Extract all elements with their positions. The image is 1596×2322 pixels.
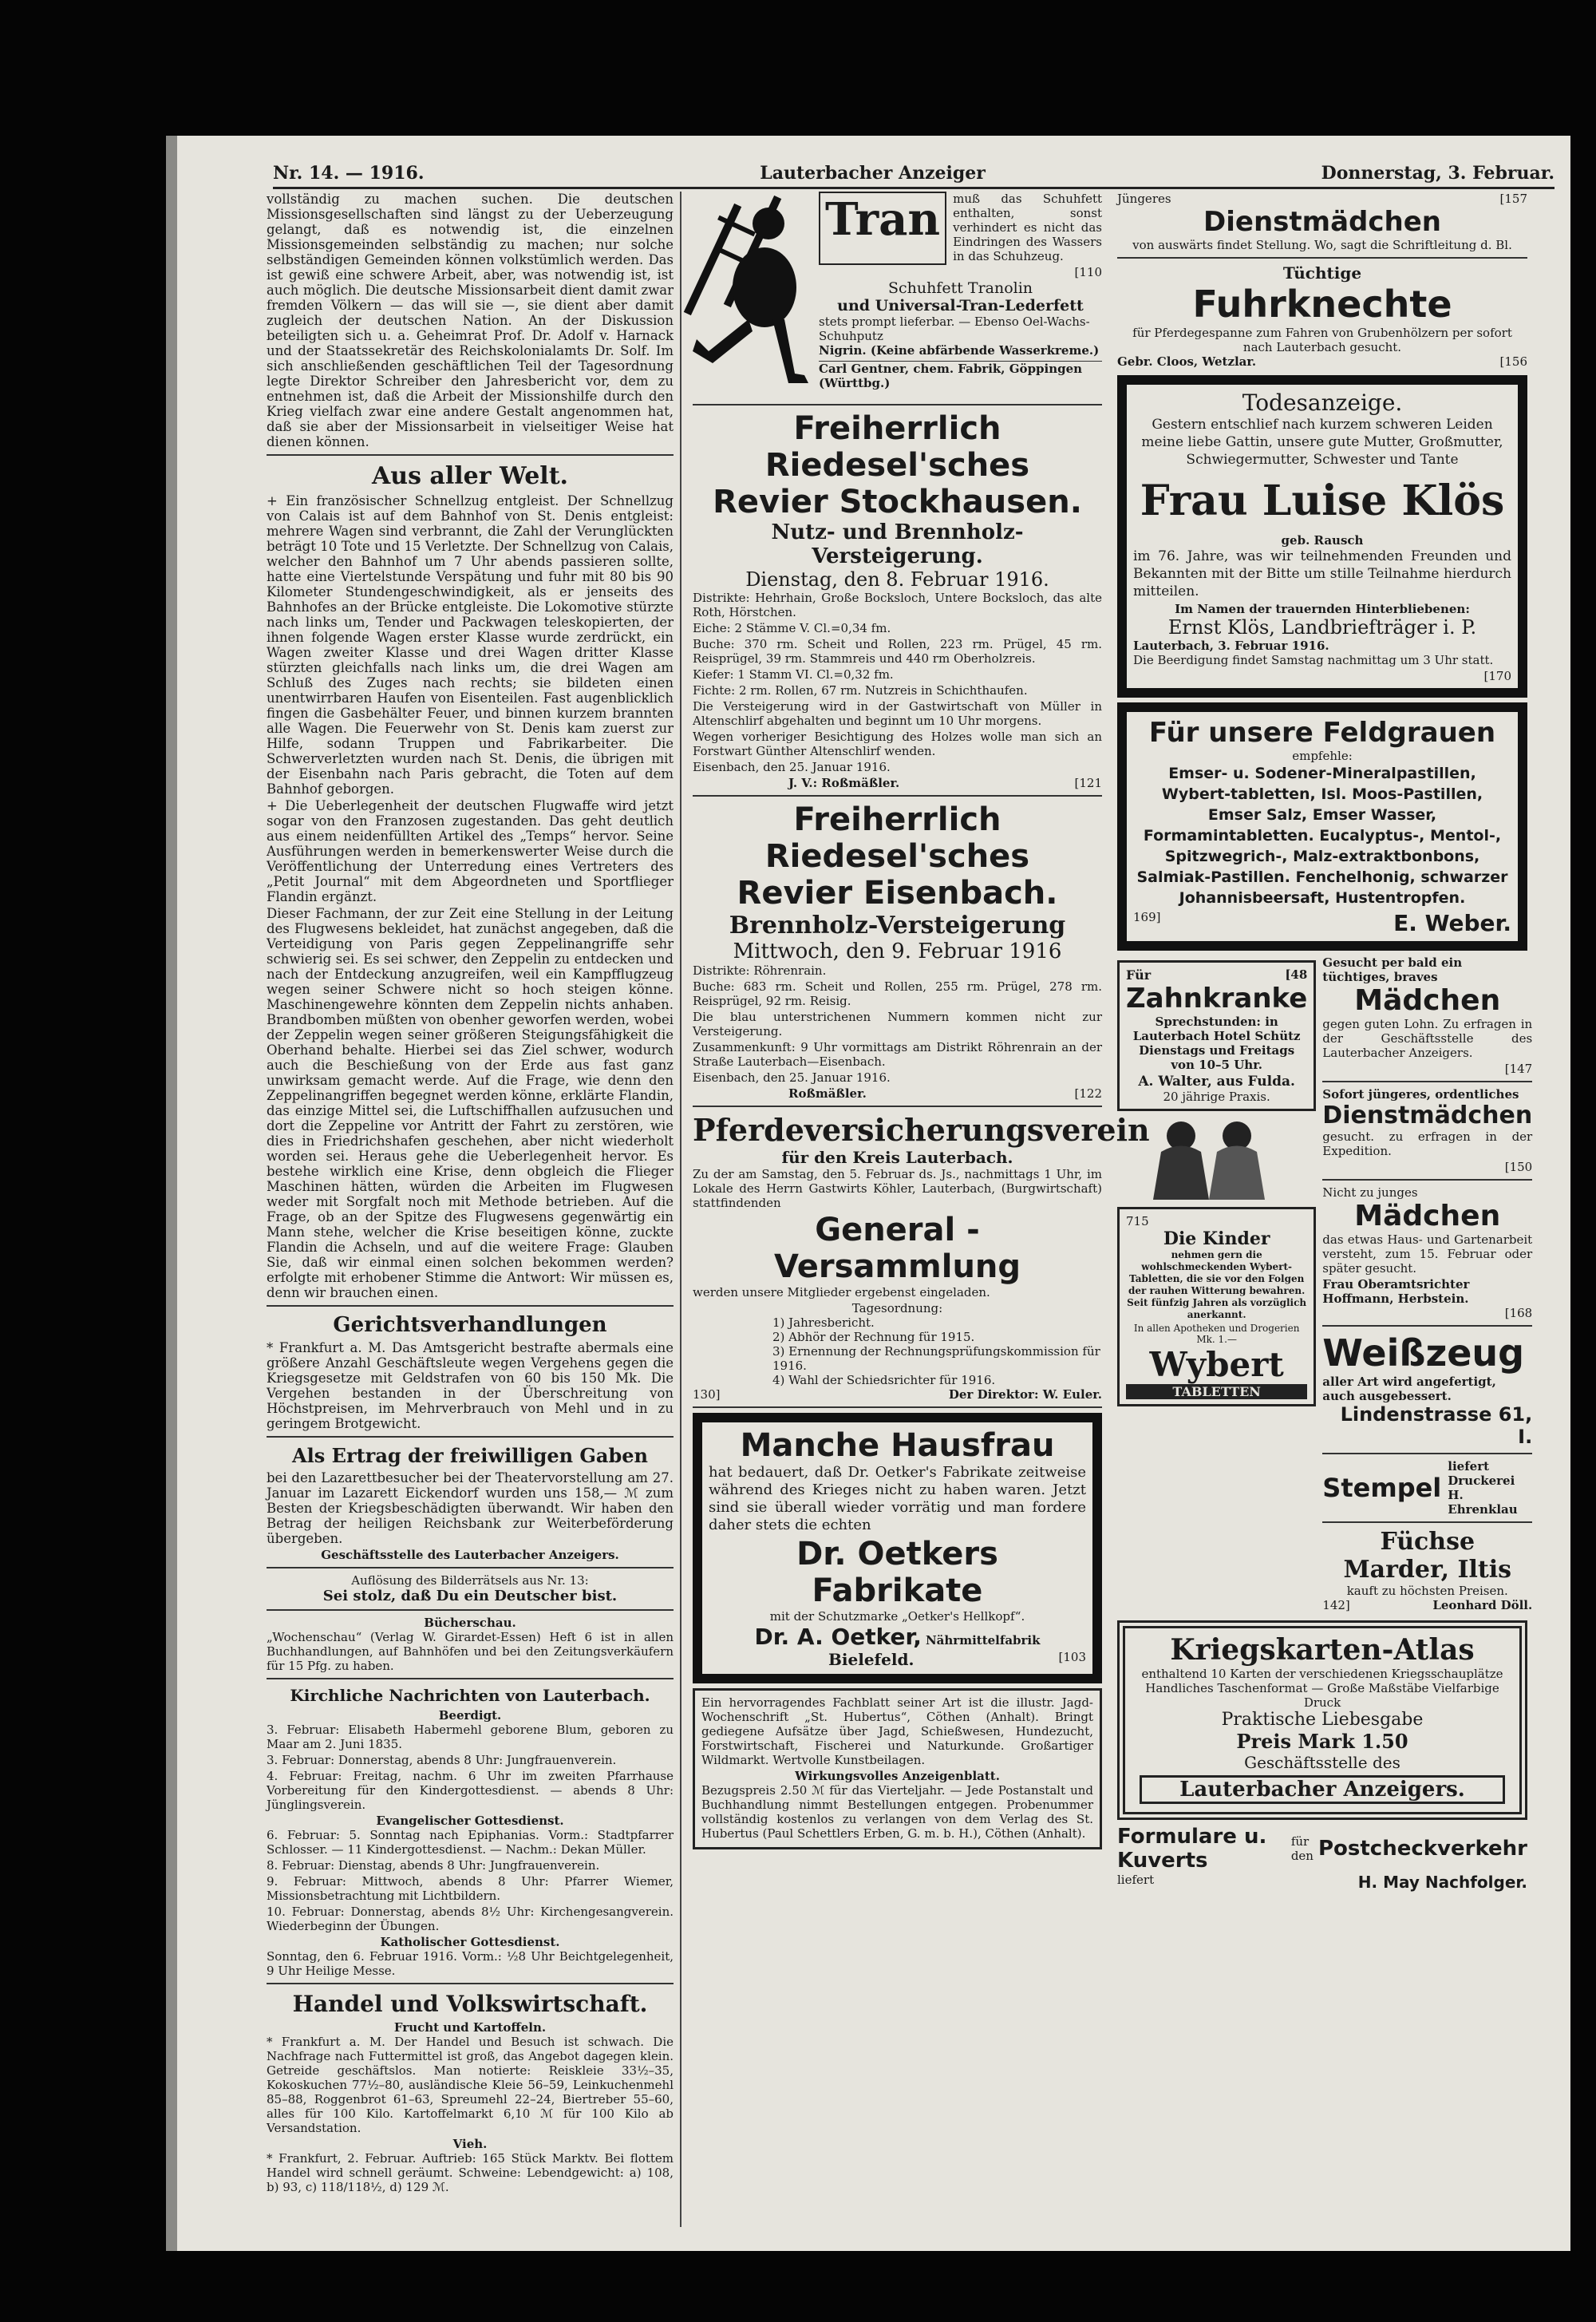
ad-number: [170 xyxy=(1483,669,1511,683)
handel-sub-frucht: Frucht und Kartoffeln. xyxy=(393,2020,547,2035)
issue-number: Nr. 14. — 1916. xyxy=(273,163,425,184)
divider xyxy=(1322,1453,1532,1454)
pferd-item: 4) Wahl der Schiedsrichter für 1916. xyxy=(772,1373,996,1387)
tod-geb: geb. Rausch xyxy=(1281,533,1364,548)
eisenbach-line: Distrikte: Röhrenrain. xyxy=(693,963,827,978)
ad-hubertus xyxy=(693,1688,1102,1849)
eisenbach-title1: Freiherrlich Riedesel'sches xyxy=(764,801,1030,875)
pferd-sub: für den Kreis Lauterbach. xyxy=(781,1148,1013,1167)
ad-stockhausen xyxy=(693,410,1102,790)
ad-oetker xyxy=(693,1413,1102,1683)
kirche-entry: 10. Februar: Donnerstag, abends 8½ Uhr: Kirchengesangverein. Wiederbeginn der Übungen. xyxy=(267,1905,674,1933)
hubertus-sub: Wirkungsvolles Anzeigenblatt. xyxy=(795,1769,1000,1783)
tod-signature: Ernst Klös, Landbriefträger i. P. xyxy=(1167,616,1477,639)
handel-sub-vieh: Vieh. xyxy=(452,2137,488,2151)
stempel-text: liefert Druckerei H. Ehrenklau xyxy=(1448,1459,1518,1517)
divider xyxy=(267,1567,674,1568)
fo-liefert: liefert xyxy=(1117,1873,1155,1887)
kirche-sub-evangelisch: Evangelischer Gottesdienst. xyxy=(376,1814,564,1828)
kirche-entry: 9. Februar: Mittwoch, abends 8 Uhr: Pfarrer Wiemer, Missionsbetrachtung mit Lichtbildern. xyxy=(267,1874,674,1903)
hubertus-text: Ein hervorragendes Fachblatt seiner Art ist die illustr. Jagd- Wochenschrift „St. Hubertus“, Cöthen (Anhalt). Bringt gediegene Aufsätze über Jagd, Schießwesen, Hundezucht, Forstwirtschaft, Fischerei und Naturkunde. Großartiger Wildmarkt. Wertvolle Kunstbeilagen. xyxy=(701,1695,1093,1767)
oetker-text2: mit der Schutzmarke „Oetker's Hellkopf“. xyxy=(769,1609,1025,1624)
feld-empfehle: empfehle: xyxy=(1292,749,1353,763)
oetker-title: Manche Hausfrau xyxy=(740,1427,1055,1464)
m1-text: gegen guten Lohn. Zu erfragen in der Geschäftsstelle des Lauterbacher Anzeigers. xyxy=(1322,1017,1533,1060)
oetker-big: Dr. Oetkers Fabrikate xyxy=(796,1536,998,1609)
pferd-signature: Der Direktor: W. Euler. xyxy=(948,1387,1102,1402)
divider xyxy=(1322,1325,1532,1327)
notice-title-ertrag: Als Ertrag der freiwilligen Gaben xyxy=(292,1444,648,1467)
column-right xyxy=(1112,192,1533,2227)
m1-title: Mädchen xyxy=(1354,984,1501,1017)
m2-top: Nicht zu junges xyxy=(1322,1185,1418,1200)
fk-top: Tüchtige xyxy=(1282,263,1362,283)
stockhausen-sub: Nutz- und Brennholz-Versteigerung. xyxy=(771,520,1024,568)
section-title-handel: Handel und Volkswirtschaft. xyxy=(292,1991,648,2017)
pferd-text: Zu der am Samstag, den 5. Februar ds. Js., nachmittags 1 Uhr, im Lokale des Herrn Gastwirts Köhler, Lauterbach, (Burgwirtschaft) stattfindenden xyxy=(693,1167,1102,1210)
wybert-apotheke: In allen Apotheken und Drogerien Mk. 1.— xyxy=(1133,1323,1300,1345)
ad-kriegskarten xyxy=(1117,1620,1527,1820)
divider xyxy=(267,1436,674,1438)
section-title-buecher: Bücherschau. xyxy=(424,1616,516,1630)
oetker-firm: Dr. A. Oetker, xyxy=(754,1624,922,1650)
ad-fuhrknechte xyxy=(1117,263,1527,369)
ws-address: Lindenstrasse 61, I. xyxy=(1340,1403,1533,1448)
kirche-entry: 3. Februar: Elisabeth Habermehl geborene Blum, geboren zu Maar am 2. Juni 1835. xyxy=(267,1723,674,1751)
notice-ertrag-signature: Geschäftsstelle des Lauterbacher Anzeigers. xyxy=(321,1548,619,1562)
eisenbach-line: Zusammenkunft: 9 Uhr vormittags am Distrikt Röhrenrain an der Straße Lauterbach—Eisenbach. xyxy=(693,1040,1102,1069)
kk-price: Preis Mark 1.50 xyxy=(1236,1730,1408,1753)
article-handel: * Frankfurt a. M. Der Handel und Besuch ist schwach. Die Nachfrage nach Futtermittel ist groß, das Angebot dagegen klein. Getreide geschäftslos. Man notierte: Reiskleie 33½–35, Kokoskuchen 77½–80, ausländische Kleie 56–59, Leinkuchenmehl 85–88, Roggenbrot 61–63, Spreumehl 22–24, Biertreber 55–60, alles für 100 Kilo. Kartoffelmarkt 6,10 ℳ für 100 Kilo ab Versandstation. xyxy=(267,2035,674,2135)
ad-number: [103 xyxy=(1058,1650,1086,1664)
kirche-entry: Sonntag, den 6. Februar 1916. Vorm.: ½8 Uhr Beichtgelegenheit, 9 Uhr Heilige Messe. xyxy=(267,1949,674,1978)
ad-wybert xyxy=(1117,1116,1316,1406)
m2-firm: Frau Oberamtsrichter Hoffmann, Herbstein. xyxy=(1322,1277,1470,1306)
eisenbach-sub: Brennholz-Versteigerung xyxy=(729,912,1066,939)
stockhausen-line: Eisenbach, den 25. Januar 1916. xyxy=(693,760,891,774)
kk-geschaeftsstelle: Geschäftsstelle des xyxy=(1244,1753,1400,1772)
ad-number: [150 xyxy=(1504,1160,1533,1174)
kk-title: Kriegskarten-Atlas xyxy=(1170,1633,1475,1667)
zk-fuer: Für xyxy=(1126,967,1152,983)
kirche-entry: 8. Februar: Dienstag, abends 8 Uhr: Jungfrauenverein. xyxy=(267,1858,600,1873)
fuechse-title: Füchse xyxy=(1380,1528,1476,1556)
ad-zahnkranke xyxy=(1117,960,1316,1111)
ad-fuechse xyxy=(1322,1528,1532,1612)
divider xyxy=(1117,257,1527,259)
ad-number: [157 xyxy=(1499,192,1527,206)
ad-maedchen-1 xyxy=(1322,955,1532,1076)
stockhausen-line: Eiche: 2 Stämme V. Cl.=0,34 fm. xyxy=(693,621,891,635)
article-vieh: * Frankfurt, 2. Februar. Auftrieb: 165 Stück Marktv. Bei flottem Handel wird schnell geräumt. Schweine: Lebendgewicht: a) 108, b) 93, c) 118/118½, d) 129 ℳ. xyxy=(267,2151,674,2194)
pferd-title: Pferdeversicherungsverein xyxy=(693,1112,1150,1148)
stockhausen-line: Fichte: 2 rm. Rollen, 67 rm. Nutzreis in Schichthaufen. xyxy=(693,683,1028,698)
tran-line3: stets prompt lieferbar. — Ebenso Oel-Wachs-Schuhputz xyxy=(819,314,1090,343)
tran-line4: Nigrin. (Keine abfärbende Wasserkreme.) xyxy=(819,343,1100,358)
ad-number: [156 xyxy=(1499,354,1527,369)
stockhausen-line: Buche: 370 rm. Scheit und Rollen, 223 rm. Prügel, 45 rm. Reisprügel, 39 rm. Stammreis und 440 rm Oberholzreis. xyxy=(693,637,1102,666)
article-gericht: * Frankfurt a. M. Das Amtsgericht bestrafte abermals eine größere Anzahl Geschäftsleute wegen Vergehens gegen die Kriegsgesetze mit Geldstrafen von 60 bis 150 Mk. Die Vergehen bestanden in der Überschreitung von Höchstpreisen, im Mehrverbrauch von Mehl und in zu geringem Brotgewicht. xyxy=(267,1340,674,1431)
ad-number: [48 xyxy=(1285,967,1308,982)
ad-tran xyxy=(693,192,1102,399)
mission-article-end: vollständig zu machen suchen. Die deutschen Missionsgesellschaften sind längst zu der Ueberzeugung gelangt, daß es notwendig ist, die einzelnen Missionsgemeinden selbständig zu machen; nur solche selbständigen Gemeinden können volkstümlich werden. Das ist gewiß eine schwere Arbeit, aber, was notwendig ist, ist auch möglich. Die deutsche Missionsarbeit dient damit zwar fremden Völkern — das will sie —, sie dient aber damit zugleich der deutschen Nation. An der Diskussion beteiligten sich u. a. Geheimrat Prof. Dr. Adolf v. Harnack und der Staatssekretär des Reichskolonialamts Dr. Solf. Im sich anschließenden geschäftlichen Teil der Tagesordnung legte Direktor Schreiber den Jahresbericht vor, dem zu entnehmen ist, daß die Arbeit der Missionshilfe durch den Krieg vielfach zwar eine andere Gestalt angenommen hat, daß sie aber der Missionsarbeit in vielseitiger Weise hat dienen können. xyxy=(267,192,674,449)
ad-dienstmaedchen-2 xyxy=(1322,1087,1532,1174)
tran-text: muß das Schuhfett enthalten, sonst verhindert es nicht das Eindringen des Wassers in das Schuhzeug. xyxy=(953,192,1102,263)
wybert-text: nehmen gern die wohlschmeckenden Wybert-Tabletten, die sie vor den Folgen der rauhen Witterung bewahren. Seit fünfzig Jahren als vorzüglich anerkannt. xyxy=(1127,1249,1307,1320)
stockhausen-title1: Freiherrlich Riedesel'sches xyxy=(764,410,1030,484)
kk-firm: Lauterbacher Anzeigers. xyxy=(1140,1775,1505,1804)
pferd-item: 2) Abhör der Rechnung für 1915. xyxy=(772,1330,975,1344)
ad-number: [168 xyxy=(1504,1306,1533,1320)
eisenbach-date: Mittwoch, den 9. Februar 1916 xyxy=(733,939,1062,963)
zk-name: A. Walter, aus Fulda. xyxy=(1138,1074,1295,1090)
kirche-sub-katholisch: Katholischer Gottesdienst. xyxy=(380,1935,560,1949)
right-lower-right xyxy=(1322,955,1532,1612)
divider xyxy=(1322,1521,1532,1523)
ad-dienstmaedchen-1 xyxy=(1117,192,1527,252)
divider xyxy=(693,1406,1102,1408)
column-left xyxy=(267,192,681,2227)
tran-line2: und Universal-Tran-Lederfett xyxy=(837,297,1084,314)
tod-place: Lauterbach, 3. Februar 1916. xyxy=(1133,639,1329,653)
tod-name: Frau Luise Klös xyxy=(1140,477,1505,525)
divider xyxy=(267,1983,674,1984)
eisenbach-signature: Roßmäßler. xyxy=(788,1086,867,1101)
ad-weisszeug xyxy=(1322,1331,1532,1448)
ad-formulare xyxy=(1117,1825,1527,1873)
ad-number: 130] xyxy=(693,1387,721,1402)
stockhausen-line: Die Versteigerung wird in der Gastwirtschaft von Müller in Altenschlirf abgehalten und beginnt um 10 Uhr morgens. xyxy=(693,699,1102,728)
divider xyxy=(693,795,1102,797)
feld-title: Für unsere Feldgrauen xyxy=(1148,717,1496,749)
ad-todesanzeige xyxy=(1117,375,1527,698)
fo-title2: Postcheckverkehr xyxy=(1317,1837,1527,1861)
article-schnellzug: + Ein französischer Schnellzug entgleist. Der Schnellzug von Calais ist auf dem Bahnhof von St. Denis entgleist: mehrere Wagen sind verbrannt, die Zahl der Verunglückten beträgt 10 Tote und 15 Verletzte. Der Schnellzug von Calais, welcher den Bahnhof um 7 Uhr abends passieren sollte, hatte eine Viertelstunde Verspätung und fuhr mit 80 bis 90 Kilometer Stundengeschwindigkeit, als er jenseits des Bahnhofes an der Brücke entgleiste. Die Lokomotive stürzte nach links um, Tender und Packwagen teleskopierten, der ihnen folgende Wagen erster Klasse wurde zerdrückt, ein Wagen zweiter Klasse und drei Wagen dritter Klasse stürzten gleichfalls nach links um, die drei Wagen am Schluß des Zuges nach rechts; sie bildeten einen unentwirrbaren Haufen von Eisenteilen. Fast augenblicklich fingen die Gasbehälter Feuer, und binnen kurzem brannten alle Wagen. Die Feuerwehr von St. Denis kam zuerst zur Hilfe, sodann Truppen und Fabrikarbeiter. Die Schwerverletzten wurden nach St. Denis, die übrigen mit der Eisenbahn nach Paris gebracht, die Toten auf dem Bahnhof geborgen. xyxy=(267,493,674,797)
feld-items: Emser- u. Sodener-Mineralpastillen, Wybert-tabletten, Isl. Moos-Pastillen, Emser Salz, Emser Wasser, Formamintabletten. Eucalyptus-, Mentol-, Spitzwegrich-, Malz-extraktbonbons, Salmiak-Pastillen. Fenchelhonig, schwarzer Johannisbeersaft, Hustentropfen. xyxy=(1136,765,1508,907)
ad-eisenbach xyxy=(693,801,1102,1101)
zk-praxis: 20 jährige Praxis. xyxy=(1163,1090,1270,1104)
tod-text: Gestern entschlief nach kurzem schweren Leiden meine liebe Gattin, unsere gute Mutter, Großmutter, Schwiegermutter, Schwester und Tante xyxy=(1141,417,1503,468)
stempel-title: Stempel xyxy=(1322,1473,1442,1503)
ad-maedchen-2 xyxy=(1322,1185,1532,1320)
m1-top: Gesucht per bald ein tüchtiges, braves xyxy=(1322,955,1463,984)
issue-date: Donnerstag, 3. Februar. xyxy=(1321,163,1555,184)
oetker-text: hat bedauert, daß Dr. Oetker's Fabrikate zeitweise während des Krieges nicht zu haben waren. Jetzt sind sie überall wieder vorrätig und man fordere daher stets die echten xyxy=(709,1464,1086,1533)
wybert-logo: Wybert xyxy=(1149,1345,1284,1384)
stockhausen-line: Wegen vorheriger Besichtigung des Holzes wolle man sich an Forstwart Günther Altenschlirf wenden. xyxy=(693,730,1102,758)
dm2-top: Sofort jüngeres, ordentliches xyxy=(1322,1087,1519,1102)
kirche-sub-beerdigt: Beerdigt. xyxy=(438,1708,502,1723)
eisenbach-line: Eisenbach, den 25. Januar 1916. xyxy=(693,1070,891,1085)
article-buecher: „Wochenschau“ (Verlag W. Girardet-Essen) Heft 6 ist in allen Buchhandlungen, auf Bahnhöfen und bei den Zeitungsverkäufern für 15 Pfg. zu haben. xyxy=(267,1630,674,1673)
ad-number: 142] xyxy=(1322,1598,1350,1612)
stockhausen-line: Distrikte: Hehrhain, Große Bocksloch, Untere Bocksloch, das alte Roth, Hörstchen. xyxy=(693,591,1102,619)
tod-text2: im 76. Jahre, was wir teilnehmenden Freunden und Bekannten mit der Bitte um stille Teilnahme hierdurch mitteilen. xyxy=(1133,548,1511,599)
divider xyxy=(693,404,1102,405)
zk-title: Zahnkranke xyxy=(1126,983,1308,1015)
ad-number: [122 xyxy=(1074,1086,1102,1101)
ad-number: [110 xyxy=(1074,265,1102,279)
pferd-tagesordnung: Tagesordnung: xyxy=(851,1301,943,1315)
m2-text: das etwas Haus- und Gartenarbeit versteht, zum 15. Februar oder später gesucht. xyxy=(1322,1232,1533,1276)
tran-line1: Schuhfett Tranolin xyxy=(887,279,1033,297)
dm1-text: von auswärts findet Stellung. Wo, sagt die Schriftleitung d. Bl. xyxy=(1132,238,1512,252)
eisenbach-line: Die blau unterstrichenen Nummern kommen nicht zur Versteigerung. xyxy=(693,1010,1102,1038)
article-flugwaffe-cont: Dieser Fachmann, der zur Zeit eine Stellung in der Leitung des Flugwesens bekleidet, hat zunächst angegeben, daß die Verteidigung von Paris gegen Zeppelinangriffe sehr schwierig sei. Es sei schwer, den Zeppelin zu entdecken und nach der Entdeckung anzugreifen, weil ein Kampfflugzeug wegen seiner Schwere nicht so hoch steigen könne. Maschinengewehre könnten dem Zeppelin nichts anhaben. Brandbomben müßten von obenher geworfen werden, wobei der Zeppelin wegen seiner größeren Steigungsfähigkeit die Oberhand behalte. Hierbei sei das Ziel schwer, wodurch auch die Beschießung von der Erde aus fast ganz unwirksam gemacht werde. Auf die Frage, wie denn den Zeppelinangriffen begegnet werden könne, erklärte Flandin, das einzige Mittel sei, die Luftschiffhallen aufzusuchen und dort die Zeppeline vor Antritt der Fahrt zu zerstören, wie dies in Friedrichshafen geschehen, aber nicht wiederholt worden sei. Heraus gehe die Ueberlegenheit hervor. Es bestehe wirklich eine Krise, denn obgleich die Flieger Maschinen hätten, würden die Arbeiten im Flugwesen weder mit Sorgfalt noch mit Methode betrieben. Auf die Frage, ob an der Spitze des Flugwesens gegenwärtig ein Mann stehe, welcher die Krise beseitigen könne, zuckte Flandin die Achseln, und auf die weitere Frage: Glauben Sie, daß wir einmal einen solchen bekommen werden? erfolgte mit erhobener Stimme die Antwort: Wir müssen es, denn wir brauchen einen. xyxy=(267,906,674,1300)
pferd-big: General - Versammlung xyxy=(773,1212,1021,1285)
kirche-entry: 3. Februar: Donnerstag, abends 8 Uhr: Jungfrauenverein. xyxy=(267,1753,617,1767)
dm1-top: Jüngeres xyxy=(1117,192,1171,206)
pferd-item: 1) Jahresbericht. xyxy=(772,1315,875,1330)
section-title-gericht: Gerichtsverhandlungen xyxy=(333,1313,607,1337)
right-lower-left xyxy=(1117,955,1316,1612)
divider xyxy=(267,1678,674,1679)
ws-title: Weißzeug xyxy=(1322,1331,1525,1375)
newspaper-page xyxy=(166,136,1570,2251)
notice-ertrag: bei den Lazarettbesucher bei der Theatervorstellung am 27. Januar im Lazarett Eickendorf wurden uns 158,— ℳ zum Besten der Kriegsbeschädigten überwandt. Wir haben den Betrag der heiligen Reichsbank zur Weiterbeförderung übergeben. xyxy=(267,1470,674,1546)
kirche-entry: 6. Februar: 5. Sonntag nach Epiphanias. Vorm.: Stadtpfarrer Schlosser. — 11 Kindergottesdienst. — Nachm.: Dekan Müller. xyxy=(267,1828,674,1857)
article-flugwaffe: + Die Ueberlegenheit der deutschen Flugwaffe wird jetzt sogar von den Franzosen zugestanden. Das geht deutlich aus einem neidenfüllten Artikel des „Temps“ hervor. Seine Ausführungen werden in bemerkenswerter Weise durch die Veröffentlichung der Unterredung eines Vertreters des „Petit Journal“ mit dem Abgeordneten und Sportflieger Flandin ergänzt. xyxy=(267,798,674,904)
section-title-kirche: Kirchliche Nachrichten von Lauterbach. xyxy=(290,1686,650,1705)
wybert-tabletten: TABLETTEN xyxy=(1126,1384,1307,1399)
kk-gift: Praktische Liebesgabe xyxy=(1221,1710,1424,1730)
wybert-kinder: Die Kinder xyxy=(1163,1228,1270,1249)
children-illustration-icon xyxy=(1117,1116,1309,1204)
eisenbach-title2: Revier Eisenbach. xyxy=(737,875,1058,912)
kk-text2: Handliches Taschenformat — Große Maßstäbe Vielfarbige Druck xyxy=(1145,1681,1499,1710)
page-header xyxy=(273,160,1555,189)
pferd-text2: werden unsere Mitglieder ergebenst eingeladen. xyxy=(693,1285,990,1299)
divider xyxy=(1322,1081,1532,1082)
tod-text3: Die Beerdigung findet Samstag nachmittag um 3 Uhr statt. xyxy=(1133,653,1494,667)
fk-title: Fuhrknechte xyxy=(1192,283,1452,326)
pferd-item: 3) Ernennung der Rechnungsprüfungskommission für 1916. xyxy=(772,1344,1100,1373)
stockhausen-line: Kiefer: 1 Stamm VI. Cl.=0,32 fm. xyxy=(693,667,894,682)
fuechse-firm: Leonhard Döll. xyxy=(1432,1598,1533,1612)
kk-text: enthaltend 10 Karten der verschiedenen Kriegsschauplätze xyxy=(1141,1667,1503,1681)
stockhausen-signature: J. V.: Roßmäßler. xyxy=(788,776,900,790)
divider xyxy=(1322,1179,1532,1181)
ad-number: [121 xyxy=(1074,776,1102,790)
riddle-line: Auflösung des Bilderrätsels aus Nr. 13: xyxy=(351,1573,589,1588)
ws-text: aller Art wird angefertigt, auch ausgebessert. xyxy=(1322,1375,1496,1403)
dm2-text: gesucht. zu erfragen in der Expedition. xyxy=(1322,1129,1533,1158)
feld-firm: E. Weber. xyxy=(1393,910,1511,936)
chimney-sweep-icon xyxy=(693,192,812,399)
oetker-city: Bielefeld. xyxy=(828,1650,915,1669)
wybert-number: 715 xyxy=(1126,1214,1149,1228)
divider xyxy=(267,454,674,456)
ad-stempel xyxy=(1322,1459,1532,1517)
tod-title: Todesanzeige. xyxy=(1242,390,1403,416)
divider xyxy=(693,1106,1102,1107)
kirche-entry: 4. Februar: Freitag, nachm. 6 Uhr im zweiten Pfarrhause Vorbereitung für den Kindergottesdienst. — abends 8 Uhr: Jünglingsverein. xyxy=(267,1769,674,1812)
eisenbach-line: Buche: 683 rm. Scheit und Rollen, 255 rm. Prügel, 278 rm. Reisprügel, 92 rm. Reisig. xyxy=(693,979,1102,1008)
divider xyxy=(267,1609,674,1611)
stockhausen-date: Dienstag, den 8. Februar 1916. xyxy=(745,568,1049,591)
fo-title: Formulare u. Kuverts xyxy=(1117,1825,1267,1873)
fo-fuer: für den xyxy=(1290,1834,1314,1863)
fo-firm: H. May Nachfolger. xyxy=(1357,1873,1527,1892)
m2-title: Mädchen xyxy=(1354,1200,1501,1232)
section-title-aus-aller-welt: Aus aller Welt. xyxy=(371,462,569,490)
fk-firm: Gebr. Cloos, Wetzlar. xyxy=(1117,354,1257,369)
ad-feldgrauen xyxy=(1117,702,1527,951)
zk-text: Sprechstunden: in Lauterbach Hotel Schütz Dienstags und Freitags von 10–5 Uhr. xyxy=(1132,1015,1301,1072)
fuechse-text: kauft zu höchsten Preisen. xyxy=(1346,1584,1508,1598)
divider xyxy=(267,1305,674,1307)
right-lower-area xyxy=(1117,955,1533,1612)
riddle-answer: Sei stolz, daß Du ein Deutscher bist. xyxy=(322,1588,618,1604)
fk-text: für Pferdegespanne zum Fahren von Grubenhölzern per sofort nach Lauterbach gesucht. xyxy=(1132,326,1512,354)
tod-namens: Im Namen der trauernden Hinterbliebenen: xyxy=(1175,602,1470,616)
oetker-firm2: Nährmittelfabrik xyxy=(925,1633,1041,1648)
fuechse-title2: Marder, Iltis xyxy=(1343,1556,1512,1584)
newspaper-name: Lauterbacher Anzeiger xyxy=(760,163,986,184)
wybert-box xyxy=(1117,1207,1316,1406)
hubertus-text2: Bezugspreis 2.50 ℳ für das Vierteljahr. — Jede Postanstalt und Buchhandlung nimmt Bestellungen entgegen. Probenummer vollständig kostenlos zu verlangen von dem Verlag des St. Hubertus (Paul Schettlers Erben, G. m. b. H.), Cöthen (Anhalt). xyxy=(701,1783,1093,1841)
stockhausen-title2: Revier Stockhausen. xyxy=(713,484,1082,520)
dm1-title: Dienstmädchen xyxy=(1203,206,1441,238)
dm2-title: Dienstmädchen xyxy=(1322,1102,1533,1129)
tran-word: Tran xyxy=(819,192,946,265)
ad-number: 169] xyxy=(1133,910,1161,924)
ad-number: [147 xyxy=(1504,1062,1533,1076)
tran-firm: Carl Gentner, chem. Fabrik, Göppingen (Württbg.) xyxy=(819,361,1102,390)
